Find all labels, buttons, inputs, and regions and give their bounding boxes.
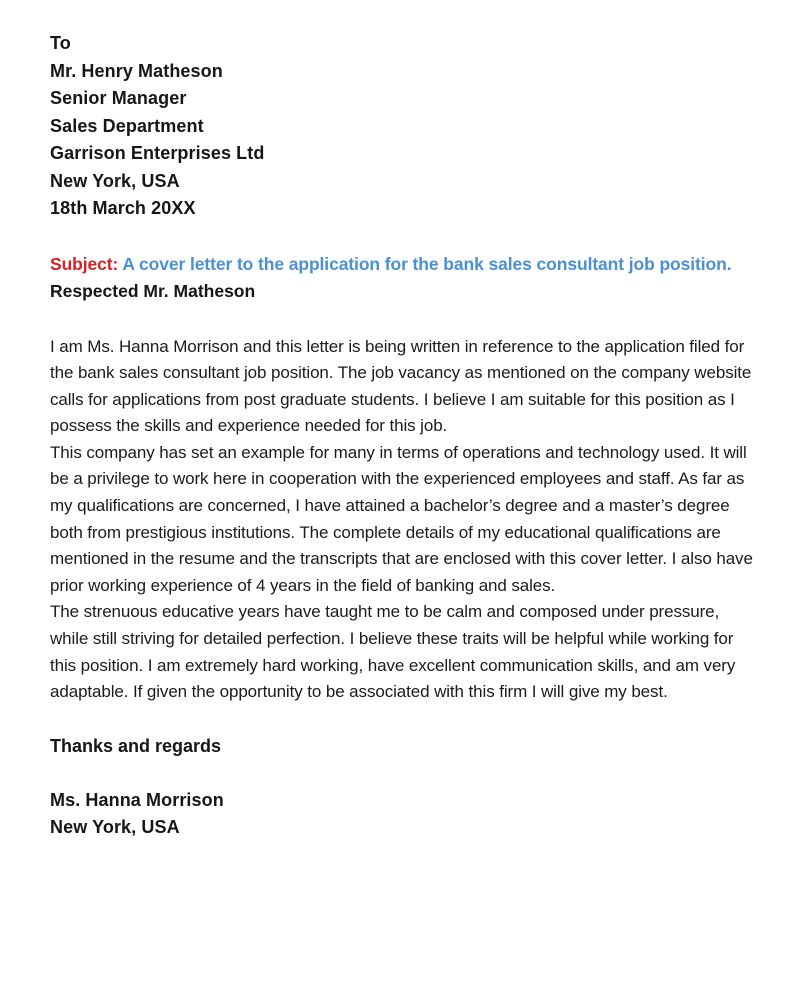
subject-label: Subject: [50,253,119,274]
closing-line: Thanks and regards [50,735,222,756]
recipient-address-block [50,30,755,223]
recipient-line-to: To [50,33,71,53]
body-paragraph-3: The strenuous educative years have taught me to be calm and composed under pressure, while still striving for detailed perfection. I believe these traits will be helpful while working for this position. I am extremely hard working, have excellent communication skills, and am very adaptable. If given the opportunity to be associated with this firm I will give my best. [50,602,736,702]
recipient-line-company: Garrison Enterprises Ltd [50,143,265,163]
signature-name: Ms. Hanna Morrison [50,789,224,810]
body-paragraph-2: This company has set an example for many in terms of operations and technology used. It will be a privilege to work here in cooperation with the experienced employees and staff. As far as my qualifications are concerned, I have attained a bachelor’s degree and a master’s degree both from prestigious institutions. The complete details of my educational qualifications are mentioned in the resume and the transcripts that are enclosed with this cover letter. I also have prior working experience of 4 years in the field of banking and sales. [50,442,753,595]
subject-text: A cover letter to the application for the bank sales consultant job position. [122,253,732,274]
recipient-line-name: Mr. Henry Matheson [50,60,223,81]
recipient-line-title: Senior Manager [50,88,187,108]
letter-body [50,334,755,706]
recipient-line-date: 18th March 20XX [50,198,196,218]
body-paragraph-1: I am Ms. Hanna Morrison and this letter is being written in reference to the application filed for the bank sales consultant job position. The job vacancy as mentioned on the company website calls for applications from post graduate students. I believe I am suitable for this position as I possess the skills and experience needed for this job. [50,336,752,436]
signature-block [50,787,755,842]
recipient-line-department: Sales Department [50,115,204,136]
signature-location: New York, USA [50,817,180,838]
recipient-line-location: New York, USA [50,170,180,191]
subject-line [50,251,755,279]
salutation: Respected Mr. Matheson [50,281,256,301]
